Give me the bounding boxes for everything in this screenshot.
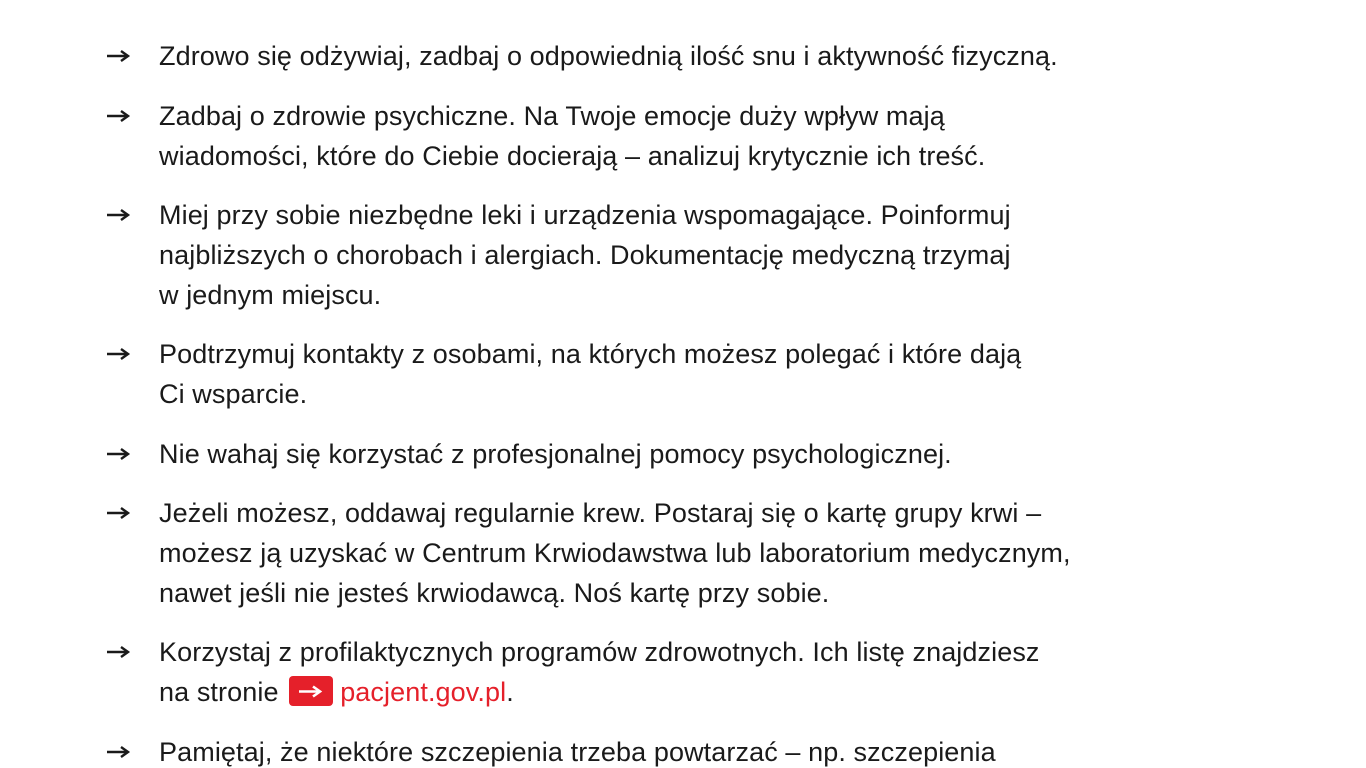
link-suffix: . (506, 677, 514, 707)
text-line: Miej przy sobie niezbędne leki i urządzenia wspomagające. Poinformuj (159, 200, 1011, 230)
text-line: Zdrowo się odżywiaj, zadbaj o odpowiednią ilość snu i aktywność fizyczną. (159, 41, 1058, 71)
list-item-text (159, 632, 1219, 712)
text-line: możesz ją uzyskać w Centrum Krwiodawstwa lub laboratorium medycznym, (159, 538, 1071, 568)
text-line: nawet jeśli nie jesteś krwiodawcą. Noś kartę przy sobie. (159, 578, 830, 608)
text-line: wiadomości, które do Ciebie docierają – analizuj krytycznie ich treść. (159, 141, 986, 171)
link-arrow-badge[interactable] (289, 676, 333, 706)
text-line: Zadbaj o zdrowie psychiczne. Na Twoje emocje duży wpływ mają (159, 101, 945, 131)
text-line: Ci wsparcie. (159, 379, 308, 409)
list-item-text (159, 434, 1219, 474)
pacjent-gov-link[interactable]: pacjent.gov.pl (340, 677, 507, 707)
text-line: Korzystaj z profilaktycznych programów zdrowotnych. Ich listę znajdziesz (159, 637, 1040, 667)
link-prefix: na stronie (159, 677, 287, 707)
list-item-text (159, 96, 1219, 176)
arrow-right-icon (107, 434, 133, 474)
arrow-right-icon (299, 685, 323, 698)
list-item-text (159, 36, 1219, 76)
list-item-text (159, 334, 1219, 414)
text-line: w jednym miejscu. (159, 280, 382, 310)
text-line: najbliższych o chorobach i alergiach. Dokumentację medyczną trzymaj (159, 240, 1011, 270)
list-item-text (159, 732, 1219, 768)
list-item-text (159, 195, 1219, 315)
text-line: Jeżeli możesz, oddawaj regularnie krew. Postaraj się o kartę grupy krwi – (159, 498, 1042, 528)
arrow-right-icon (107, 632, 133, 672)
text-line: Nie wahaj się korzystać z profesjonalnej pomocy psychologicznej. (159, 439, 952, 469)
arrow-right-icon (107, 493, 133, 533)
arrow-right-icon (107, 36, 133, 76)
list-item-text (159, 493, 1219, 613)
text-line: Podtrzymuj kontakty z osobami, na których możesz polegać i które dają (159, 339, 1022, 369)
text-line: Pamiętaj, że niektóre szczepienia trzeba powtarzać – np. szczepienia (159, 737, 996, 767)
arrow-right-icon (107, 732, 133, 768)
arrow-right-icon (107, 195, 133, 235)
arrow-right-icon (107, 334, 133, 374)
arrow-right-icon (107, 96, 133, 136)
text-line-with-link (159, 672, 1219, 712)
